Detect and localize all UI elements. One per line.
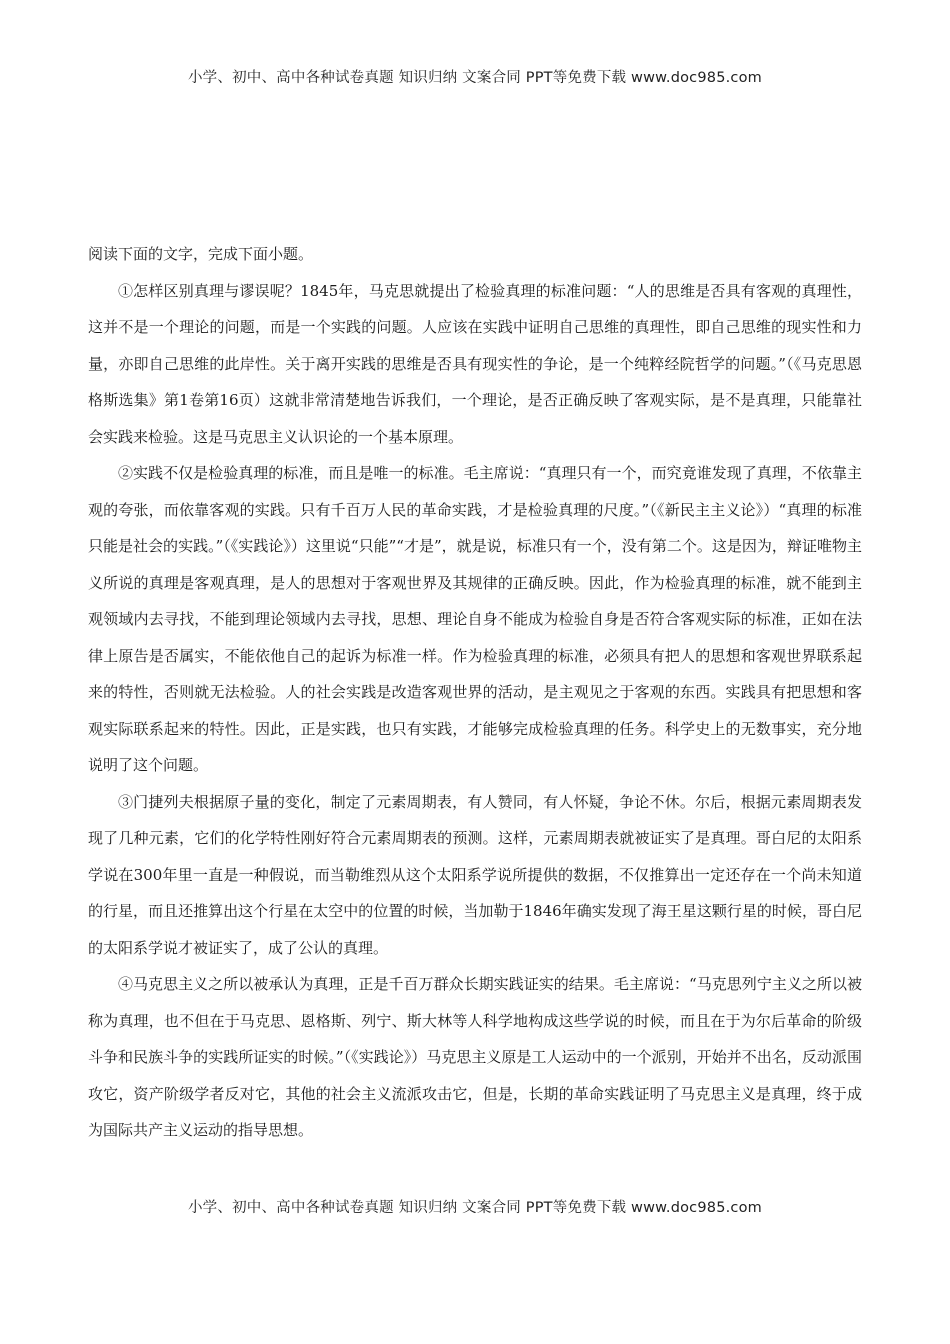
article-body: [88, 236, 862, 1149]
paragraph-4: ④马克思主义之所以被承认为真理，正是千百万群众长期实践证实的结果。毛主席说：“马克思列宁主义之所以被称为真理，也不但在于马克思、恩格斯、列宁、斯大林等人科学地构成这些学说的时候，而且在于为尔后革命的阶级斗争和民族斗争的实践所证实的时候。”（《实践论》）马克思主义原是工人运动中的一个派别，开始并不出名，反动派围攻它，资产阶级学者反对它，其他的社会主义流派攻击它，但是，长期的革命实践证明了马克思主义是真理，终于成为国际共产主义运动的指导思想。: [88, 975, 862, 1139]
page-header: 小学、初中、高中各种试卷真题 知识归纳 文案合同 PPT等免费下载 www.doc985.com: [187, 70, 763, 86]
reading-instruction: 阅读下面的文字，完成下面小题。: [88, 245, 314, 263]
page-footer: 小学、初中、高中各种试卷真题 知识归纳 文案合同 PPT等免费下载 www.doc985.com: [187, 1200, 763, 1216]
paragraph-2: ②实践不仅是检验真理的标准，而且是唯一的标准。毛主席说：“真理只有一个，而究竟谁发现了真理，不依靠主观的夸张，而依靠客观的实践。只有千百万人民的革命实践，才是检验真理的尺度。”（《新民主主义论》）“真理的标准只能是社会的实践。”（《实践论》）这里说“只能”“才是”，就是说，标准只有一个，没有第二个。这是因为，辩证唯物主义所说的真理是客观真理，是人的思想对于客观世界及其规律的正确反映。因此，作为检验真理的标准，就不能到主观领域内去寻找，不能到理论领域内去寻找，思想、理论自身不能成为检验自身是否符合客观实际的标准，正如在法律上原告是否属实，不能依他自己的起诉为标准一样。作为检验真理的标准，必须具有把人的思想和客观世界联系起来的特性，否则就无法检验。人的社会实践是改造客观世界的活动，是主观见之于客观的东西。实践具有把思想和客观实际联系起来的特性。因此，正是实践，也只有实践，才能够完成检验真理的任务。科学史上的无数事实，充分地说明了这个问题。: [88, 464, 862, 774]
paragraph-3: ③门捷列夫根据原子量的变化，制定了元素周期表，有人赞同，有人怀疑，争论不休。尔后，根据元素周期表发现了几种元素，它们的化学特性刚好符合元素周期表的预测。这样，元素周期表就被证实了是真理。哥白尼的太阳系学说在300年里一直是一种假说，而当勒维烈从这个太阳系学说所提供的数据，不仅推算出一定还存在一个尚未知道的行星，而且还推算出这个行星在太空中的位置的时候，当加勒于1846年确实发现了海王星这颗行星的时候，哥白尼的太阳系学说才被证实了，成了公认的真理。: [88, 792, 862, 957]
paragraph-1: ①怎样区别真理与谬误呢？1845年，马克思就提出了检验真理的标准问题：“人的思维是否具有客观的真理性，这并不是一个理论的问题，而是一个实践的问题。人应该在实践中证明自己思维的真理性，即自己思维的现实性和力量，亦即自己思维的此岸性。关于离开实践的思维是否具有现实性的争论，是一个纯粹经院哲学的问题。”（《马克思恩格斯选集》第1卷第16页）这就非常清楚地告诉我们，一个理论，是否正确反映了客观实际，是不是真理，只能靠社会实践来检验。这是马克思主义认识论的一个基本原理。: [88, 281, 862, 446]
